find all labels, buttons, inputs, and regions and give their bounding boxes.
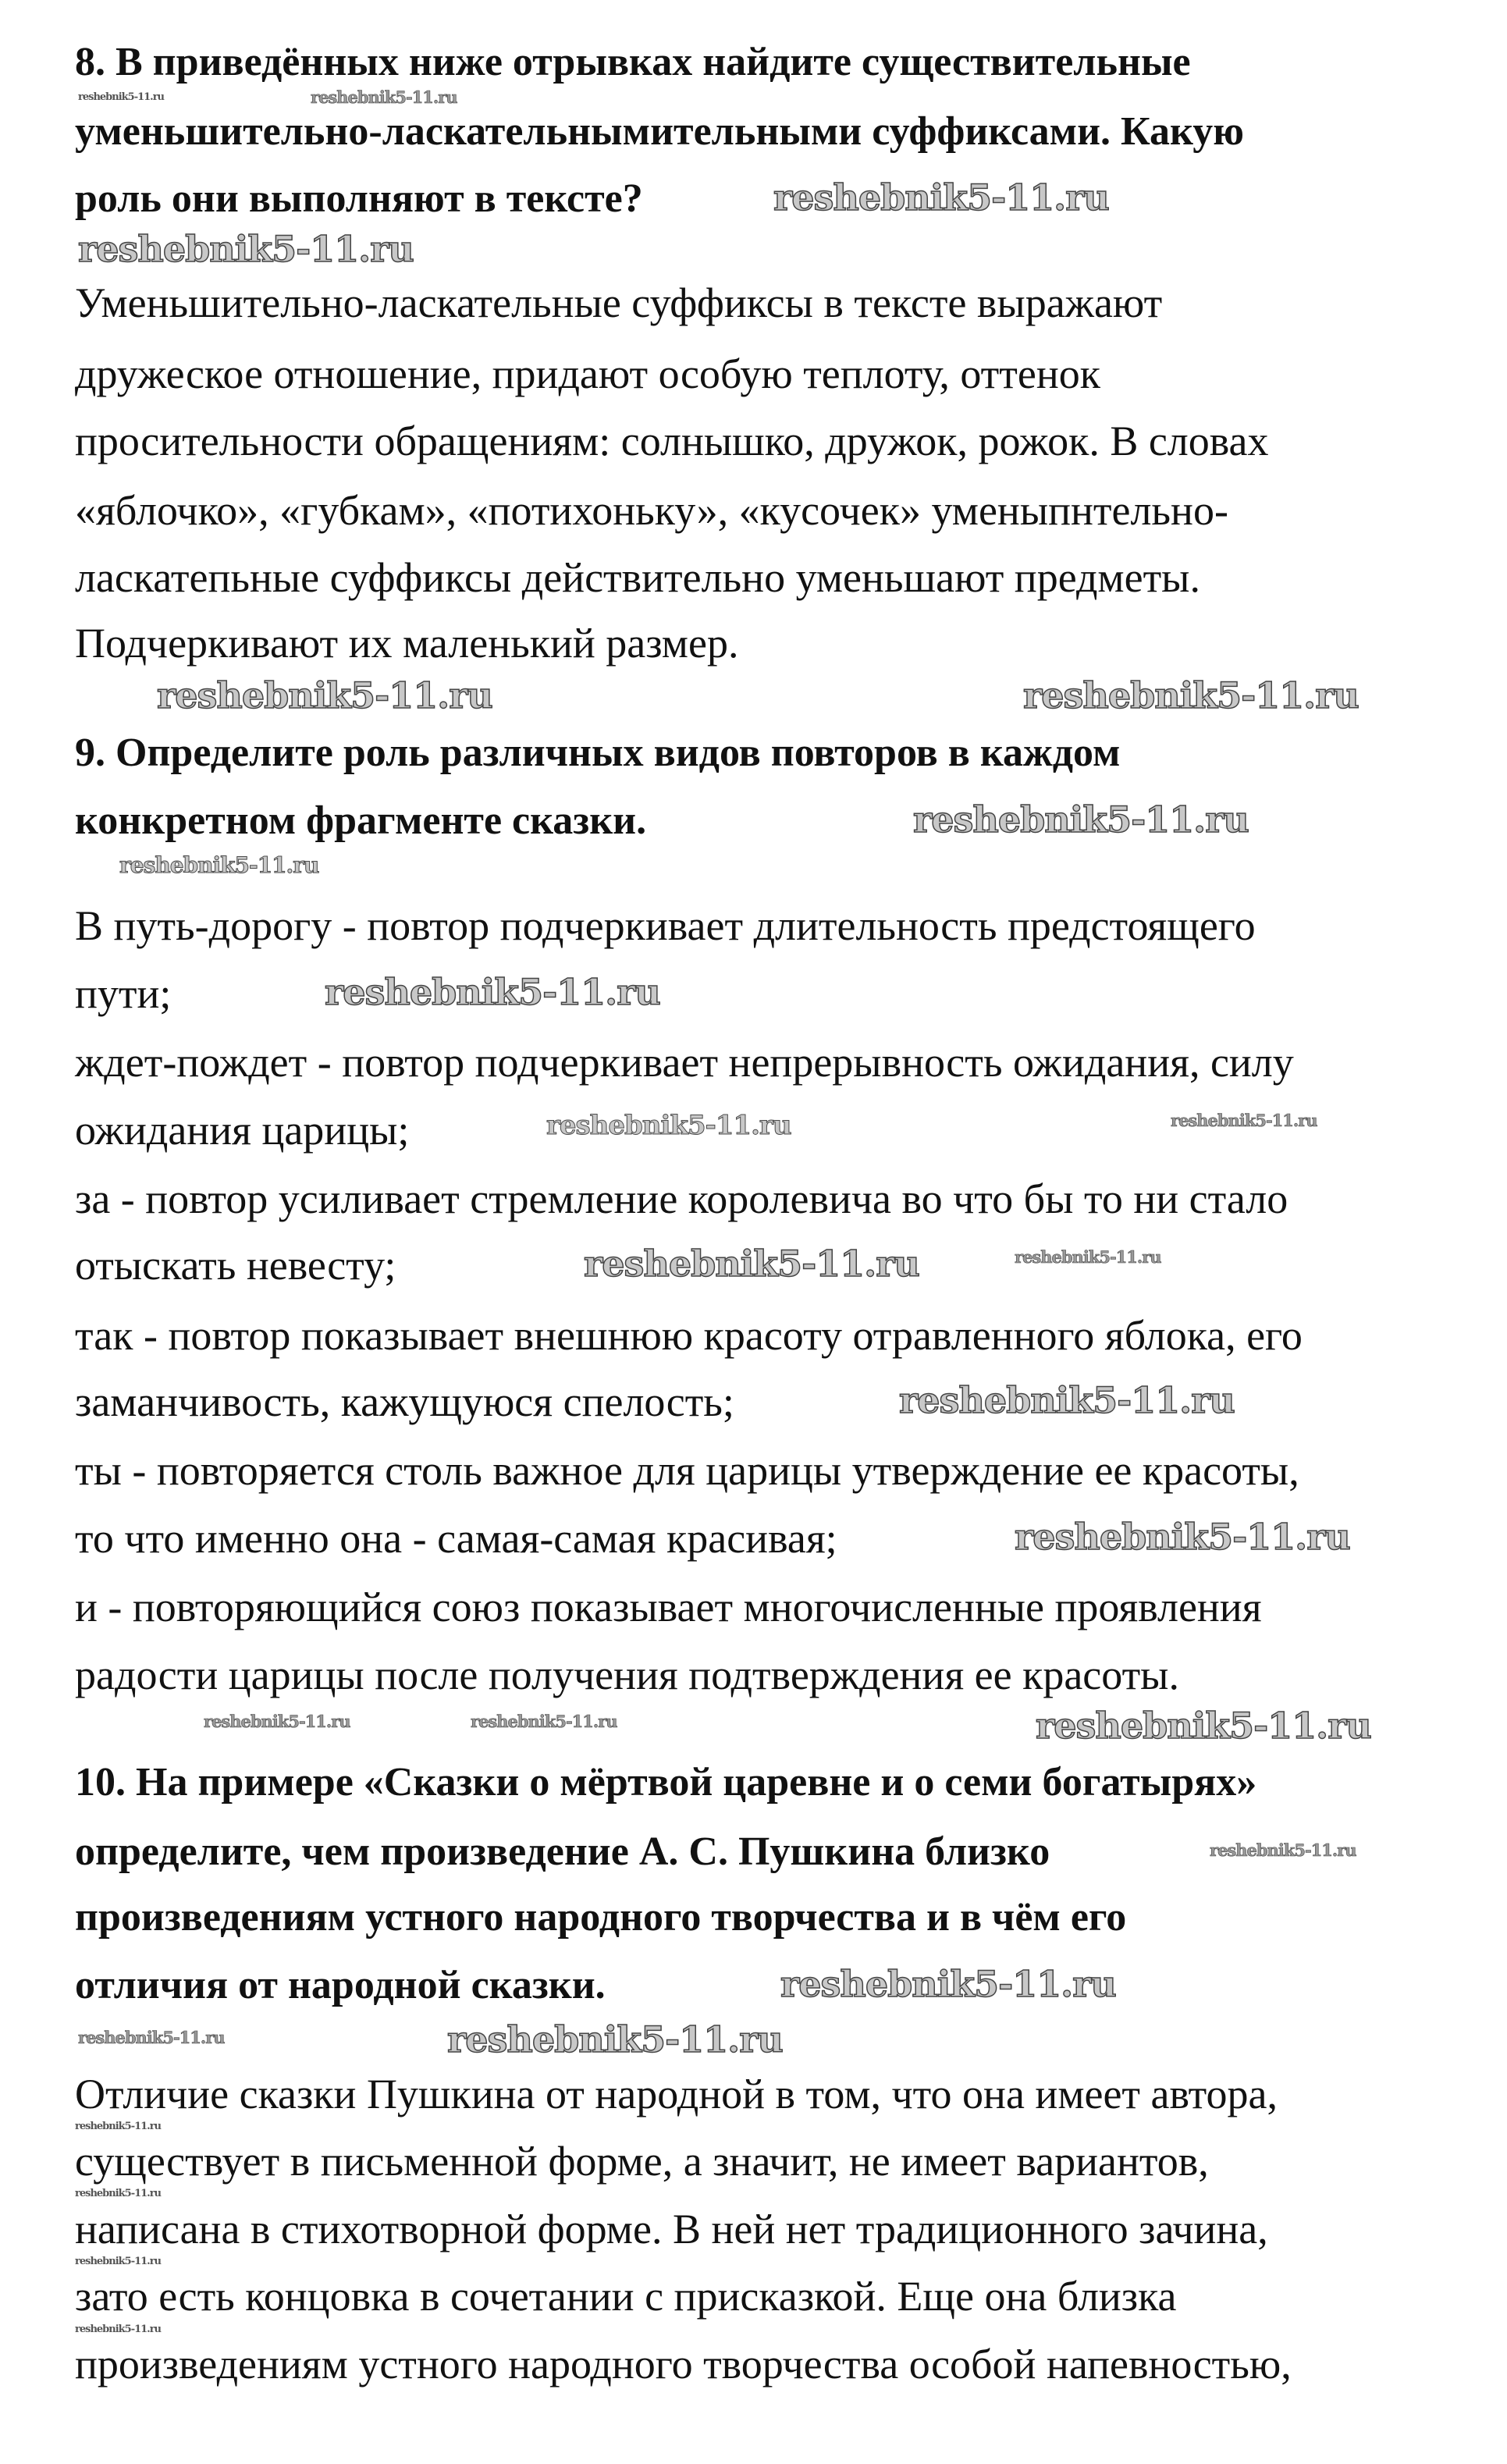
answer-10-line: написана в стихотворной форме. В ней нет традиционного зачина, — [75, 2206, 1268, 2252]
watermark: reshebnik5-11.ru — [913, 798, 1249, 841]
answer-8-line: дружеское отношение, придают особую теплоту, оттенок — [75, 350, 1100, 397]
question-9-heading-line: 9. Определите роль различных видов повторов в каждом — [75, 731, 1121, 775]
watermark: reshebnik5-11.ru — [157, 674, 492, 716]
watermark: reshebnik5-11.ru — [471, 1712, 617, 1731]
watermark: reshebnik5-11.ru — [1015, 1247, 1161, 1267]
question-10-heading-line: отличия от народной сказки. — [75, 1963, 606, 2007]
answer-9-line: радости царицы после получения подтверждения ее красоты. — [75, 1652, 1179, 1698]
answer-9-line: пути; — [75, 970, 172, 1017]
watermark: reshebnik5-11.ru — [78, 228, 414, 270]
watermark: reshebnik5-11.ru — [584, 1243, 919, 1285]
answer-10-line: Отличие сказки Пушкина от народной в том, что она имеет автора, — [75, 2071, 1278, 2117]
watermark: reshebnik5-11.ru — [75, 2324, 162, 2335]
watermark: reshebnik5-11.ru — [1023, 674, 1359, 716]
question-10-heading-line: определите, чем произведение А. С. Пушкина близко — [75, 1829, 1050, 1874]
answer-9-line: ты - повторяется столь важное для царицы утверждение ее красоты, — [75, 1447, 1299, 1494]
answer-9-line: отыскать невесту; — [75, 1242, 396, 1289]
watermark: reshebnik5-11.ru — [119, 852, 319, 878]
watermark: reshebnik5-11.ru — [204, 1712, 350, 1731]
watermark: reshebnik5-11.ru — [78, 91, 165, 103]
watermark: reshebnik5-11.ru — [75, 2188, 162, 2199]
question-9-heading-line: конкретном фрагменте сказки. — [75, 798, 647, 843]
watermark: reshebnik5-11.ru — [1210, 1840, 1356, 1860]
watermark: reshebnik5-11.ru — [1171, 1111, 1317, 1130]
answer-9-line: и - повторяющийся союз показывает многочисленные проявления — [75, 1584, 1262, 1630]
watermark: reshebnik5-11.ru — [325, 971, 660, 1013]
watermark: reshebnik5-11.ru — [780, 1963, 1116, 2005]
watermark: reshebnik5-11.ru — [899, 1379, 1235, 1421]
answer-8-line: ласкатепьные суффиксы действительно уменьшают предметы. — [75, 554, 1200, 601]
question-10-heading-line: 10. На примере «Сказки о мёртвой царевне и о семи богатырях» — [75, 1760, 1257, 1804]
answer-9-line: так - повтор показывает внешнюю красоту отравленного яблока, его — [75, 1312, 1303, 1359]
answer-9-line: В путь-дорогу - повтор подчеркивает длительность предстоящего — [75, 902, 1256, 949]
watermark: reshebnik5-11.ru — [1015, 1516, 1350, 1558]
watermark: reshebnik5-11.ru — [78, 2028, 225, 2047]
answer-10-line: существует в письменной форме, а значит, не имеет вариантов, — [75, 2138, 1209, 2185]
answer-8-line: Подчеркивают их маленький размер. — [75, 620, 739, 667]
watermark: reshebnik5-11.ru — [773, 176, 1109, 219]
answer-10-line: зато есть концовка в сочетании с присказкой. Еще она близка — [75, 2273, 1177, 2320]
watermark: reshebnik5-11.ru — [546, 1110, 791, 1141]
answer-9-line: ожидания царицы; — [75, 1107, 410, 1154]
watermark: reshebnik5-11.ru — [75, 2121, 162, 2132]
answer-9-line: за - повтор усиливает стремление королевича во что бы то ни стало — [75, 1175, 1288, 1222]
watermark: reshebnik5-11.ru — [311, 87, 457, 107]
watermark: reshebnik5-11.ru — [1036, 1705, 1371, 1747]
watermark: reshebnik5-11.ru — [75, 2256, 162, 2267]
question-8-heading-line: уменьшительно-ласкательнымительными суффиксами. Какую — [75, 109, 1245, 154]
answer-8-line: Уменьшительно-ласкательные суффиксы в тексте выражают — [75, 279, 1163, 326]
answer-10-line: произведениям устного народного творчества особой напевностью, — [75, 2341, 1292, 2388]
question-8-heading-line: 8. В приведённых ниже отрывках найдите существительные — [75, 40, 1191, 84]
answer-8-line: просительности обращениям: солнышко, дружок, рожок. В словах — [75, 418, 1269, 464]
answer-9-line: заманчивость, кажущуюся спелость; — [75, 1378, 734, 1425]
question-10-heading-line: произведениям устного народного творчества и в чём его — [75, 1895, 1127, 1940]
answer-8-line: «яблочко», «губкам», «потихоньку», «кусочек» уменыпнтельно- — [75, 487, 1228, 534]
answer-9-line: то что именно она - самая-самая красивая; — [75, 1515, 837, 1562]
watermark: reshebnik5-11.ru — [447, 2018, 783, 2060]
answer-9-line: ждет-пождет - повтор подчеркивает непрерывность ожидания, силу — [75, 1039, 1294, 1086]
question-8-heading-line: роль они выполняют в тексте? — [75, 176, 643, 221]
